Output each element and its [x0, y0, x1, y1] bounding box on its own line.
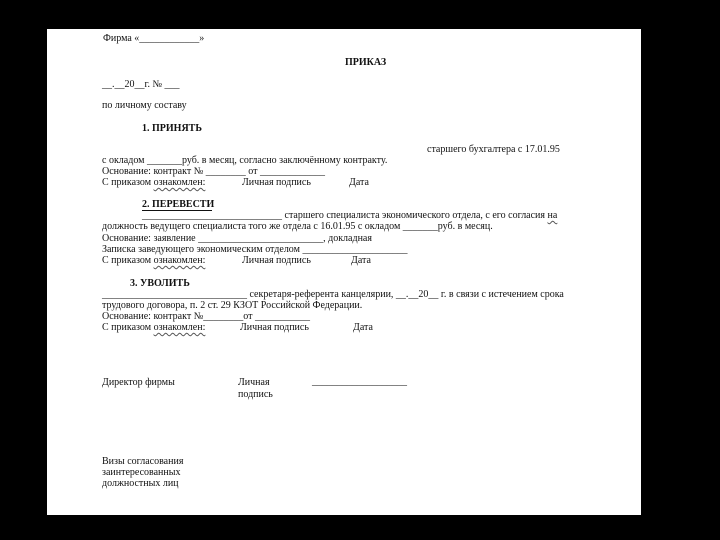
section-1-acknowledgement: [102, 177, 205, 188]
section-2-heading: 2. ПЕРЕВЕСТИ: [142, 199, 215, 210]
director-signature-label-1: Личная: [238, 377, 270, 388]
visa-line-2: заинтересованных: [102, 467, 181, 478]
ack-label: С приказом: [102, 255, 152, 266]
section-1-signature: Личная подпись: [242, 177, 311, 188]
section-2-note: Записка заведующего экономическим отделом _____________________: [102, 244, 408, 255]
order-date-number: __.__20__г. № ___: [102, 79, 180, 90]
section-1-basis: Основание: контракт № ________ от _____________: [102, 166, 325, 177]
section-3-heading: 3. УВОЛИТЬ: [130, 278, 190, 289]
line-1-text: старшего специалиста экономического отдела, с его согласия: [284, 210, 546, 221]
section-2-signature: Личная подпись: [242, 255, 311, 266]
order-title: ПРИКАЗ: [345, 57, 387, 68]
visa-line-3: должностных лиц: [102, 478, 179, 489]
ack-word: ознакомлен:: [153, 322, 206, 333]
ack-label: С приказом: [102, 177, 152, 188]
section-2-line-2: должность ведущего специалиста того же отдела с 16.01.95 с окладом _______руб. в месяц.: [102, 221, 493, 232]
director-signature-label-2: подпись: [238, 389, 273, 400]
director-label: Директор фирмы: [102, 377, 175, 388]
director-signature-blank: ___________________: [312, 376, 407, 387]
section-1-date: Дата: [349, 177, 369, 188]
section-3-signature: Личная подпись: [240, 322, 309, 333]
ack-label: С приказом: [102, 322, 152, 333]
section-2-date: Дата: [351, 255, 371, 266]
section-3-acknowledgement: [102, 322, 205, 333]
visa-line-1: Визы согласования: [102, 456, 184, 467]
section-2-basis: Основание: заявление _________________________, докладная: [102, 233, 372, 244]
section-3-line-1: [102, 289, 564, 300]
blank-name: _____________________________: [102, 289, 247, 300]
section-1-heading: 1. ПРИНЯТЬ: [142, 123, 202, 134]
line-1-text: секретаря-референта канцелярии, __.__20__ г. в связи с истечением срока: [249, 289, 564, 300]
ack-word: ознакомлен:: [153, 255, 206, 266]
line-1-end: на: [547, 210, 558, 221]
blank-name: ____________________________: [142, 210, 282, 221]
section-1-salary: с окладом _______руб. в месяц, согласно заключённому контракту.: [102, 155, 388, 166]
section-3-basis: Основание: контракт №________от ___________: [102, 311, 310, 322]
section-3-line-2: трудового договора, п. 2 ст. 29 КЗОТ Российской Федерации.: [102, 300, 363, 311]
order-subject: по личному составу: [102, 100, 187, 111]
section-2-line-1: [142, 210, 557, 221]
section-1-position: старшего бухгалтера с 17.01.95: [427, 144, 560, 155]
firm-name: Фирма «____________»: [103, 33, 205, 44]
section-2-acknowledgement: [102, 255, 205, 266]
section-3-date: Дата: [353, 322, 373, 333]
ack-word: ознакомлен:: [153, 177, 206, 188]
